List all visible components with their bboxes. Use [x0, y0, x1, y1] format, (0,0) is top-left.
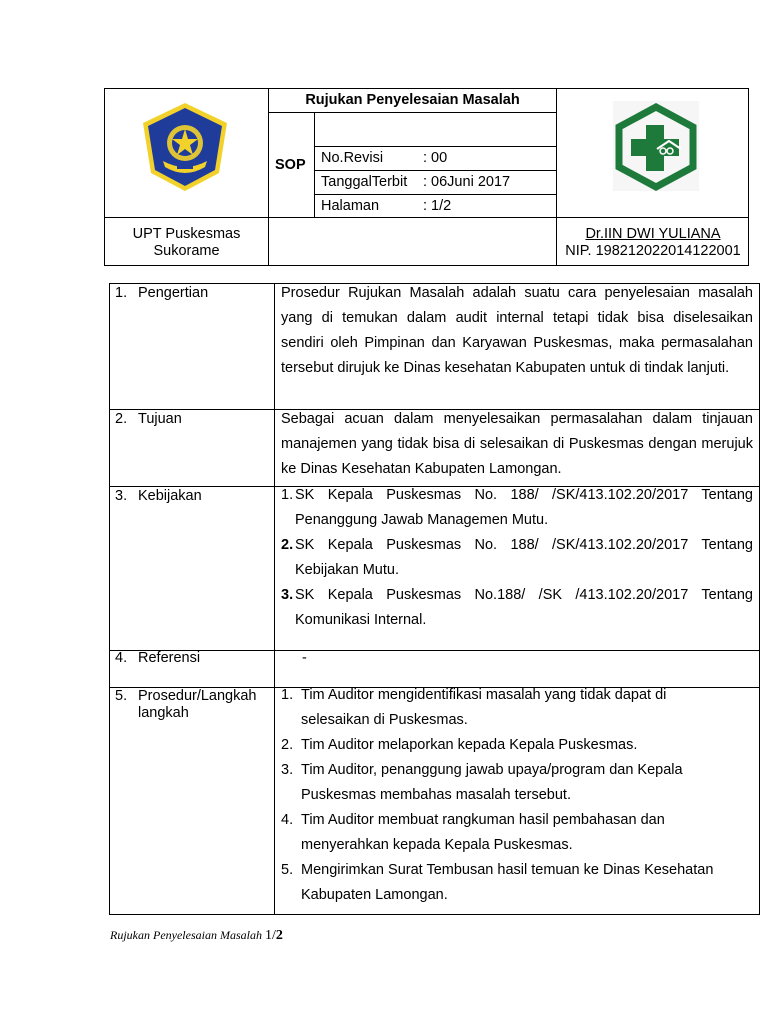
sop-label: SOP: [275, 157, 306, 173]
section-content-tujuan: Sebagai acuan dalam menyelesaikan permasalahan dalam tinjauan manajemen yang tidak bisa di selesaikan di Puskesmas dengan merujuk ke Dinas Kesehatan Kabupaten Lamongan.: [281, 411, 753, 477]
procedure-step-line-1: Tim Auditor melaporkan kepada Kepala Puskesmas.: [301, 737, 638, 753]
policy-item: [281, 533, 753, 583]
signer-name: Dr.IIN DWI YULIANA: [585, 226, 721, 242]
section-title-line-1: Prosedur/Langkah: [138, 688, 257, 704]
organization-line-1: UPT Puskesmas: [132, 226, 241, 242]
tanggal-terbit-value: : 06Juni 2017: [423, 174, 511, 190]
signer-nip: NIP. 198212022014122001: [565, 243, 741, 259]
district-emblem-logo: [139, 101, 231, 193]
policy-item: [281, 583, 753, 633]
section-number: 2.: [115, 411, 128, 427]
footer-page-total: 2: [275, 928, 283, 943]
procedure-step: [281, 808, 753, 858]
procedure-step-number: 4.: [281, 812, 294, 828]
section-number: 1.: [115, 285, 128, 301]
procedure-step: [281, 758, 753, 808]
policy-item-line-2: Penanggung Jawab Managemen Mutu.: [295, 512, 549, 528]
procedure-step-line-1: Tim Auditor, penanggung jawab upaya/program dan Kepala: [301, 762, 683, 778]
section-content-pengertian: Prosedur Rujukan Masalah adalah suatu cara penyelesaian masalah yang di temukan dalam audit internal tetapi tidak bisa diselesaikan sendiri oleh Pimpinan dan Karyawan Puskesmas, maka permasalahan tersebut dirujuk ke Dinas kesehatan Kabupaten untuk di tindak lanjuti.: [281, 285, 753, 376]
sop-header-table: [104, 88, 749, 266]
tanggal-terbit-label: TanggalTerbit: [321, 174, 408, 190]
footer-doc-name: Rujukan Penyelesaian Masalah: [110, 928, 262, 942]
procedure-step-number: 1.: [281, 687, 294, 703]
document-title: Rujukan Penyelesaian Masalah: [305, 92, 520, 108]
policy-item-number: 1.: [281, 487, 294, 503]
policy-item-line-2: Kebijakan Mutu.: [295, 562, 399, 578]
policy-item: [281, 483, 753, 533]
section-title: Kebijakan: [138, 488, 202, 504]
footer-page-current: 1/: [264, 928, 276, 943]
policy-item-number: 3.: [281, 587, 294, 603]
page-footer: [110, 928, 283, 944]
section-number: 4.: [115, 650, 128, 666]
procedure-step-line-2: selesaikan di Puskesmas.: [301, 712, 468, 728]
puskesmas-cross-logo: [613, 101, 699, 191]
section-number: 3.: [115, 488, 128, 504]
halaman-label: Halaman: [321, 198, 380, 214]
procedure-step: [281, 858, 753, 908]
halaman-value: : 1/2: [423, 198, 452, 214]
procedure-step-line-2: Kabupaten Lamongan.: [301, 887, 448, 903]
policy-item-line-1: SK Kepala Puskesmas No.188/ /SK /413.102.20/2017 Tentang: [295, 587, 753, 603]
section-title: Referensi: [138, 650, 201, 666]
section-number: 5.: [115, 688, 128, 704]
section-title-line-2: langkah: [138, 705, 189, 721]
policy-item-line-2: Komunikasi Internal.: [295, 612, 427, 628]
procedure-step-line-2: Puskesmas membahas masalah tersebut.: [301, 787, 571, 803]
procedure-step-line-1: Tim Auditor membuat rangkuman hasil pembahasan dan: [301, 812, 665, 828]
policy-item-line-1: SK Kepala Puskesmas No. 188/ /SK/413.102.20/2017 Tentang: [295, 487, 753, 503]
policy-item-number: 2.: [281, 537, 294, 553]
procedure-step: [281, 683, 753, 733]
procedure-step-number: 5.: [281, 862, 294, 878]
no-revisi-label: No.Revisi: [321, 150, 384, 166]
procedure-step-line-2: menyerahkan kepada Kepala Puskesmas.: [301, 837, 573, 853]
procedure-step-line-1: Tim Auditor mengidentifikasi masalah yang tidak dapat di: [301, 687, 667, 703]
procedure-step-line-1: Mengirimkan Surat Tembusan hasil temuan ke Dinas Kesehatan: [301, 862, 714, 878]
signer-block: [557, 226, 749, 260]
procedure-step-number: 3.: [281, 762, 294, 778]
procedure-step: [281, 733, 753, 758]
organization-line-2: Sukorame: [153, 243, 220, 259]
policy-item-line-1: SK Kepala Puskesmas No. 188/ /SK/413.102.20/2017 Tentang: [295, 537, 753, 553]
no-revisi-value: : 00: [423, 150, 448, 166]
organization-name: [105, 226, 268, 260]
section-title: Pengertian: [138, 285, 209, 301]
section-content-referensi: -: [302, 650, 307, 666]
section-title: Tujuan: [138, 411, 182, 427]
procedure-step-number: 2.: [281, 737, 294, 753]
